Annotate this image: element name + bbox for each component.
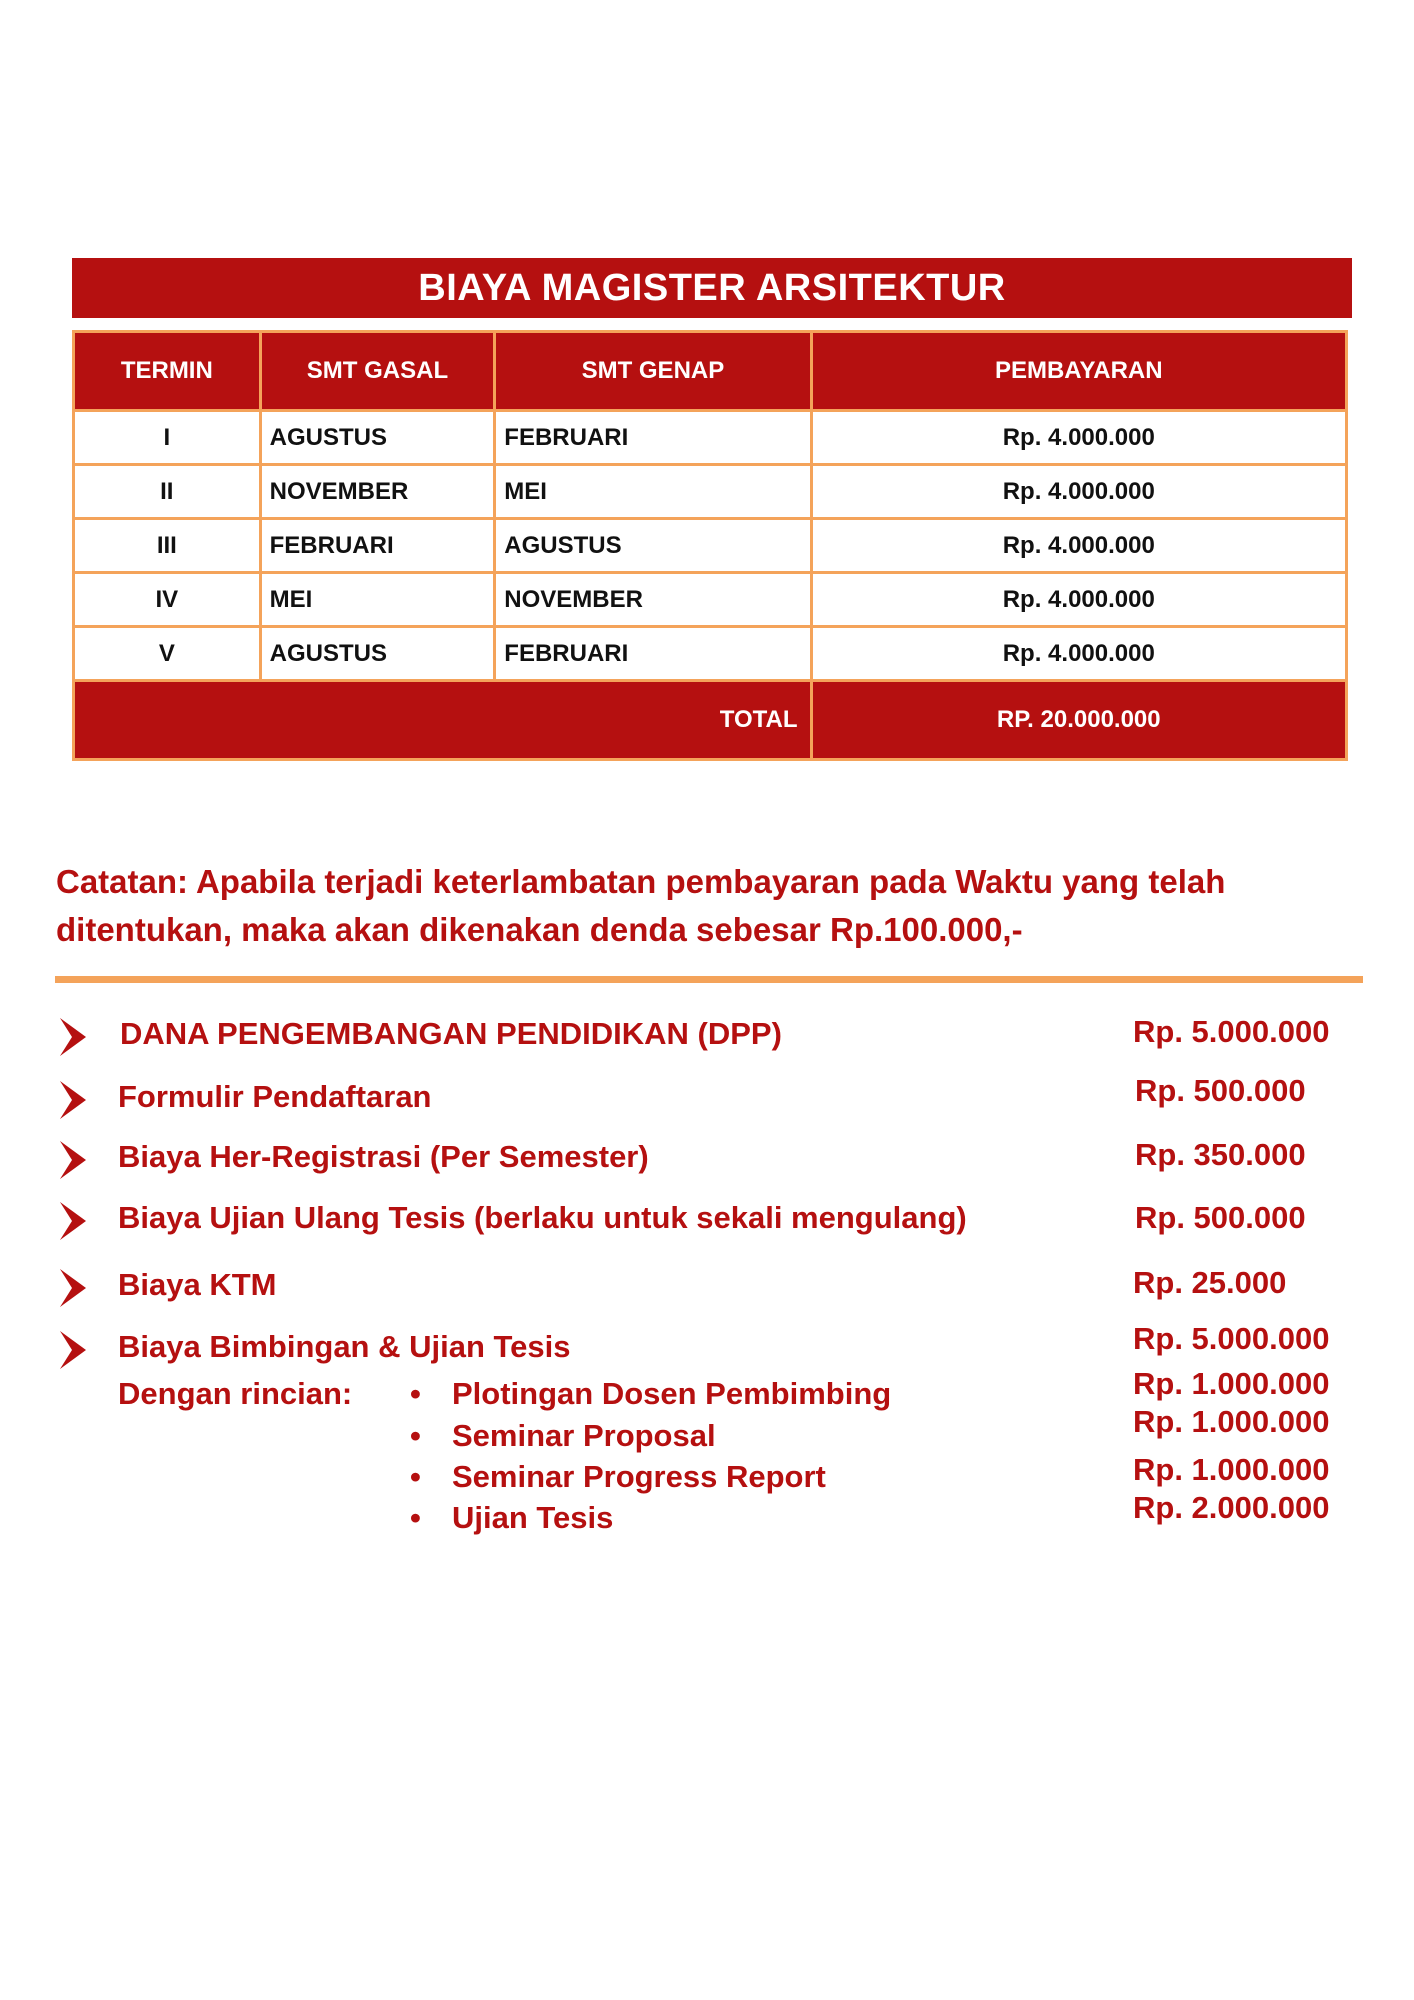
- detail-item-label: Seminar Proposal: [452, 1418, 716, 1453]
- bullet-icon: •: [410, 1418, 421, 1453]
- table-row: [74, 627, 1347, 681]
- total-value: RP. 20.000.000: [811, 681, 1346, 760]
- cell-genap: FEBRUARI: [495, 627, 811, 681]
- detail-item-price: Rp. 1.000.000: [1133, 1366, 1330, 1401]
- fee-price-dpp: Rp. 5.000.000: [1133, 1014, 1330, 1049]
- detail-item-label: Seminar Progress Report: [452, 1459, 826, 1494]
- table-row: [74, 465, 1347, 519]
- table-row: [74, 519, 1347, 573]
- detail-item-price: Rp. 2.000.000: [1133, 1490, 1330, 1525]
- bullet-icon: •: [410, 1500, 421, 1535]
- cell-genap: AGUSTUS: [495, 519, 811, 573]
- fee-label-formulir: Formulir Pendaftaran: [118, 1079, 432, 1114]
- header-smt-genap: SMT GENAP: [495, 332, 811, 411]
- chevron-right-icon: [60, 1081, 86, 1119]
- detail-item-price: Rp. 1.000.000: [1133, 1404, 1330, 1439]
- cell-pembayaran: Rp. 4.000.000: [811, 519, 1346, 573]
- fee-label-her-registrasi: Biaya Her-Registrasi (Per Semester): [118, 1139, 649, 1174]
- cell-termin: IV: [74, 573, 261, 627]
- cell-gasal: AGUSTUS: [260, 627, 495, 681]
- chevron-right-icon: [60, 1141, 86, 1179]
- detail-label: Dengan rincian:: [118, 1376, 353, 1411]
- fee-price-bimbingan: Rp. 5.000.000: [1133, 1321, 1330, 1356]
- detail-item-price: Rp. 1.000.000: [1133, 1452, 1330, 1487]
- fee-price-ktm: Rp. 25.000: [1133, 1265, 1287, 1300]
- cell-gasal: NOVEMBER: [260, 465, 495, 519]
- cell-gasal: AGUSTUS: [260, 411, 495, 465]
- fee-price-ujian-ulang: Rp. 500.000: [1135, 1200, 1306, 1235]
- detail-item-label: Plotingan Dosen Pembimbing: [452, 1376, 892, 1411]
- total-label: TOTAL: [74, 681, 812, 760]
- table-row: [74, 573, 1347, 627]
- page-title: BIAYA MAGISTER ARSITEKTUR: [72, 258, 1352, 318]
- cell-gasal: FEBRUARI: [260, 519, 495, 573]
- header-termin: TERMIN: [74, 332, 261, 411]
- cell-termin: III: [74, 519, 261, 573]
- cell-pembayaran: Rp. 4.000.000: [811, 411, 1346, 465]
- header-pembayaran: PEMBAYARAN: [811, 332, 1346, 411]
- cell-genap: MEI: [495, 465, 811, 519]
- table-row: [74, 411, 1347, 465]
- fee-schedule-table: [72, 330, 1348, 761]
- cell-genap: FEBRUARI: [495, 411, 811, 465]
- fee-price-formulir: Rp. 500.000: [1135, 1073, 1306, 1108]
- chevron-right-icon: [60, 1202, 86, 1240]
- cell-termin: V: [74, 627, 261, 681]
- detail-item-label: Ujian Tesis: [452, 1500, 614, 1535]
- fee-price-her-registrasi: Rp. 350.000: [1135, 1137, 1306, 1172]
- bullet-icon: •: [410, 1376, 421, 1411]
- header-smt-gasal: SMT GASAL: [260, 332, 495, 411]
- bullet-icon: •: [410, 1459, 421, 1494]
- table-header-row: [74, 332, 1347, 411]
- chevron-right-icon: [60, 1269, 86, 1307]
- chevron-right-icon: [60, 1018, 86, 1056]
- cell-pembayaran: Rp. 4.000.000: [811, 573, 1346, 627]
- cell-termin: II: [74, 465, 261, 519]
- cell-gasal: MEI: [260, 573, 495, 627]
- divider: [55, 976, 1363, 983]
- cell-genap: NOVEMBER: [495, 573, 811, 627]
- table-total-row: [74, 681, 1347, 760]
- cell-pembayaran: Rp. 4.000.000: [811, 465, 1346, 519]
- late-payment-note: Catatan: Apabila terjadi keterlambatan pembayaran pada Waktu yang telah ditentukan, maka akan dikenakan denda sebesar Rp.100.000,-: [56, 863, 1226, 948]
- chevron-right-icon: [60, 1331, 86, 1369]
- cell-termin: I: [74, 411, 261, 465]
- fee-label-dpp: DANA PENGEMBANGAN PENDIDIKAN (DPP): [120, 1016, 782, 1051]
- fee-label-ujian-ulang: Biaya Ujian Ulang Tesis (berlaku untuk sekali mengulang): [118, 1200, 967, 1235]
- fee-label-bimbingan: Biaya Bimbingan & Ujian Tesis: [118, 1329, 571, 1364]
- fee-label-ktm: Biaya KTM: [118, 1267, 277, 1302]
- cell-pembayaran: Rp. 4.000.000: [811, 627, 1346, 681]
